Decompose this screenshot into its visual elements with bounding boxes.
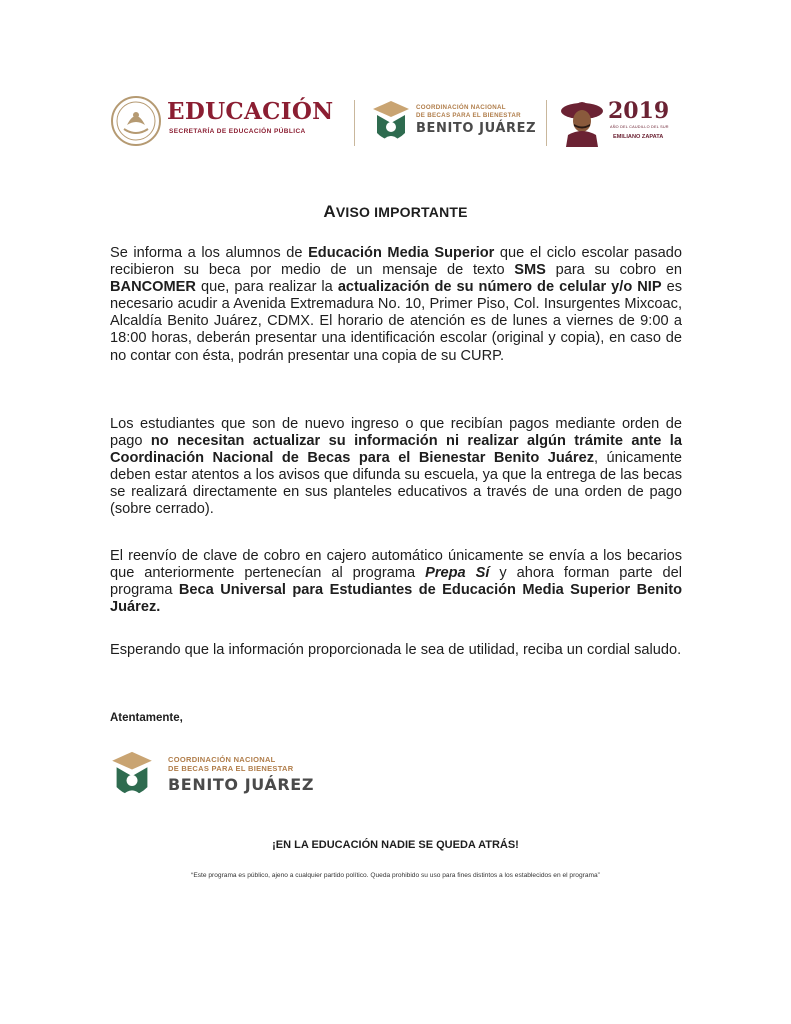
- signature-name: BENITO JUÁREZ: [168, 775, 315, 794]
- graduation-cap-icon: [110, 747, 154, 803]
- year-caption: AÑO DEL CAUDILLO DEL SUR: [610, 125, 669, 129]
- closing: Atentamente,: [110, 712, 183, 724]
- header-logos: [110, 92, 690, 154]
- mexico-seal-icon: [110, 95, 162, 147]
- sep-subtitle: SECRETARÍA DE EDUCACIÓN PÚBLICA: [169, 128, 306, 135]
- graduation-cap-icon: [371, 97, 411, 147]
- paragraph-4: Esperando que la información proporcionada le sea de utilidad, reciba un cordial saludo.: [110, 642, 682, 658]
- signature-logo: [110, 745, 340, 805]
- year-label: 2019: [608, 98, 670, 124]
- signature-line2: DE BECAS PARA EL BIENESTAR: [168, 764, 294, 773]
- motto: ¡EN LA EDUCACIÓN NADIE SE QUEDA ATRÁS!: [272, 839, 519, 851]
- paragraph-1: Se informa a los alumnos de Educación Media Superior que el ciclo escolar pasado recibieron su beca por medio de un mensaje de texto SMS para su cobro en BANCOMER que, para realizar la actualización de su número de celular y/o NIP es necesario acudir a Avenida Extremadura No. 10, Primer Piso, Col. Insurgentes Mixcoac, Alcaldía Benito Juárez, CDMX. El horario de atención es de lunes a viernes de 9:00 a 18:00 horas, deberán presentar una identificación escolar (original y copia), en caso de no contar con ésta, podrán presentar una copia de su CURP.: [110, 245, 682, 364]
- cnb-name: BENITO JUÁREZ: [416, 121, 537, 136]
- notice-title: AVISO IMPORTANTE: [323, 202, 468, 221]
- education-wordmark: EDUCACIÓN: [167, 98, 334, 125]
- zapata-portrait-icon: [560, 95, 604, 147]
- cnb-line2: DE BECAS PARA EL BIENESTAR: [416, 112, 521, 119]
- zapata-name: EMILIANO ZAPATA: [613, 134, 664, 140]
- paragraph-2: Los estudiantes que son de nuevo ingreso o que recibían pagos mediante orden de pago no necesitan actualizar su información ni realizar algún trámite ante la Coordinación Nacional de Becas para el Bienestar Benito Juárez, únicamente deben estar atentos a los avisos que difunda su escuela, ya que la entrega de las becas se realizará directamente en sus planteles educativos a través de una orden de pago (sobre cerrado).: [110, 416, 682, 518]
- paragraph-3: El reenvío de clave de cobro en cajero automático únicamente se envía a los becarios que anteriormente pertenecían al programa Prepa Sí y ahora forman parte del programa Beca Universal para Estudiantes de Educación Media Superior Benito Juárez.: [110, 548, 683, 616]
- logo-divider: [354, 100, 355, 146]
- cnb-line1: COORDINACIÓN NACIONAL: [416, 104, 506, 111]
- logo-divider: [546, 100, 547, 146]
- signature-line1: COORDINACIÓN NACIONAL: [168, 755, 276, 764]
- disclaimer: “Este programa es público, ajeno a cualquier partido político. Queda prohibido su uso para fines distintos a los establecidos en el programa”: [191, 872, 600, 879]
